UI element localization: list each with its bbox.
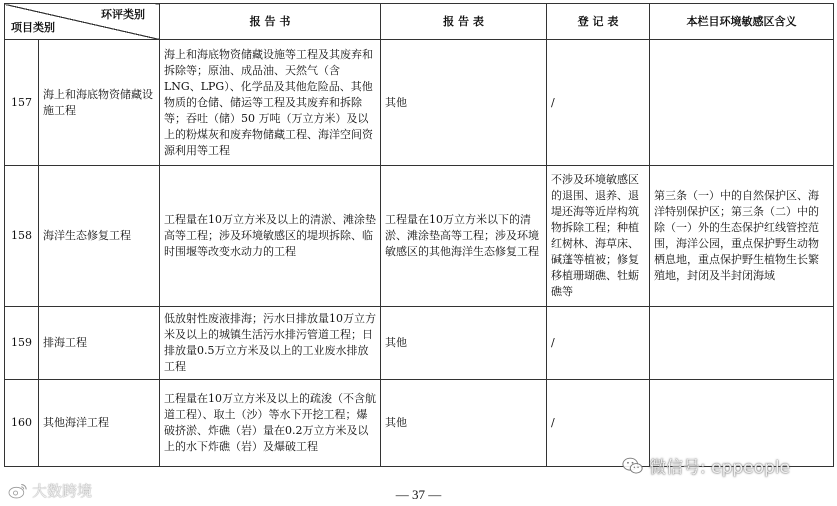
report-book-cell: 工程量在10万立方米及以上的清淤、滩涂垫高等工程；涉及环境敏感区的堤坝拆除、临时围堰等改变水动力的工程 xyxy=(160,166,381,307)
project-name: 海上和海底物资储藏设施工程 xyxy=(39,40,160,166)
project-name: 其他海洋工程 xyxy=(39,380,160,467)
sensitive-cell xyxy=(650,307,834,380)
table-row xyxy=(5,166,834,307)
report-form-cell: 其他 xyxy=(381,307,547,380)
report-book-cell: 低放射性废液排海；污水日排放量10万立方米及以上的城镇生活污水排污管道工程；日排放量0.5万立方米及以上的工业废水排放工程 xyxy=(160,307,381,380)
col-registration: 登 记 表 xyxy=(547,4,650,40)
wechat-id-text: 微信号: eppeople xyxy=(649,458,791,478)
row-number: 157 xyxy=(5,40,39,166)
row-number: 159 xyxy=(5,307,39,380)
sensitive-cell xyxy=(650,40,834,166)
project-name: 海洋生态修复工程 xyxy=(39,166,160,307)
page-number: — 37 — xyxy=(395,487,442,502)
col-sensitive: 本栏目环境敏感区含义 xyxy=(650,4,834,40)
header-row xyxy=(5,4,834,40)
sensitive-cell: 第三条（一）中的自然保护区、海洋特别保护区；第三条（二）中的除（一）外的生态保护红线管控范围，海洋公园，重点保护野生动物栖息地，重点保护野生植物生长繁殖地，封闭及半封闭海域 xyxy=(650,166,834,307)
wechat-watermark xyxy=(622,453,790,478)
registration-cell: / xyxy=(547,40,650,166)
row-number: 160 xyxy=(5,380,39,467)
report-book-cell: 工程量在10万立方米及以上的疏浚（不含航道工程）、取土（沙）等水下开挖工程；爆破挤淤、炸礁（岩）量在0.2万立方米及以上的水下炸礁（岩）及爆破工程 xyxy=(160,380,381,467)
weibo-brand-text: 大数跨境 xyxy=(32,482,93,500)
registration-cell: / xyxy=(547,380,650,467)
category-bottom-label: 项目类别 xyxy=(11,21,55,34)
table-row xyxy=(5,307,834,380)
report-form-cell: 其他 xyxy=(381,380,547,467)
report-book-cell: 海上和海底物资储藏设施等工程及其废弃和拆除等；原油、成品油、天然气（含LNG、LPG）、化学品及其他危险品、其他物质的仓储、储运等工程及其废弃和拆除等；吞吐（储）50 万吨（万立方米）及以上的粉煤灰和废弃物储藏工程、海洋空间资源利用等工程 xyxy=(160,40,381,166)
report-form-cell: 工程量在10万立方米以下的清淤、滩涂垫高等工程；涉及环境敏感区的其他海洋生态修复工程 xyxy=(381,166,547,307)
registration-cell: 不涉及环境敏感区的退围、退养、退堤还海等近岸构筑物拆除工程；种植红树林、海草床、碱蓬等植被；修复移植珊瑚礁、牡蛎礁等 xyxy=(547,166,650,307)
classification-table xyxy=(4,3,834,467)
registration-cell: / xyxy=(547,307,650,380)
report-form-cell: 其他 xyxy=(381,40,547,166)
wechat-icon xyxy=(622,455,644,477)
table-row xyxy=(5,40,834,166)
category-top-label: 环评类别 xyxy=(101,8,145,21)
col-report-form: 报 告 表 xyxy=(381,4,547,40)
project-name: 排海工程 xyxy=(39,307,160,380)
col-report-book: 报 告 书 xyxy=(160,4,381,40)
diagonal-header-cell xyxy=(5,4,160,40)
row-number: 158 xyxy=(5,166,39,307)
